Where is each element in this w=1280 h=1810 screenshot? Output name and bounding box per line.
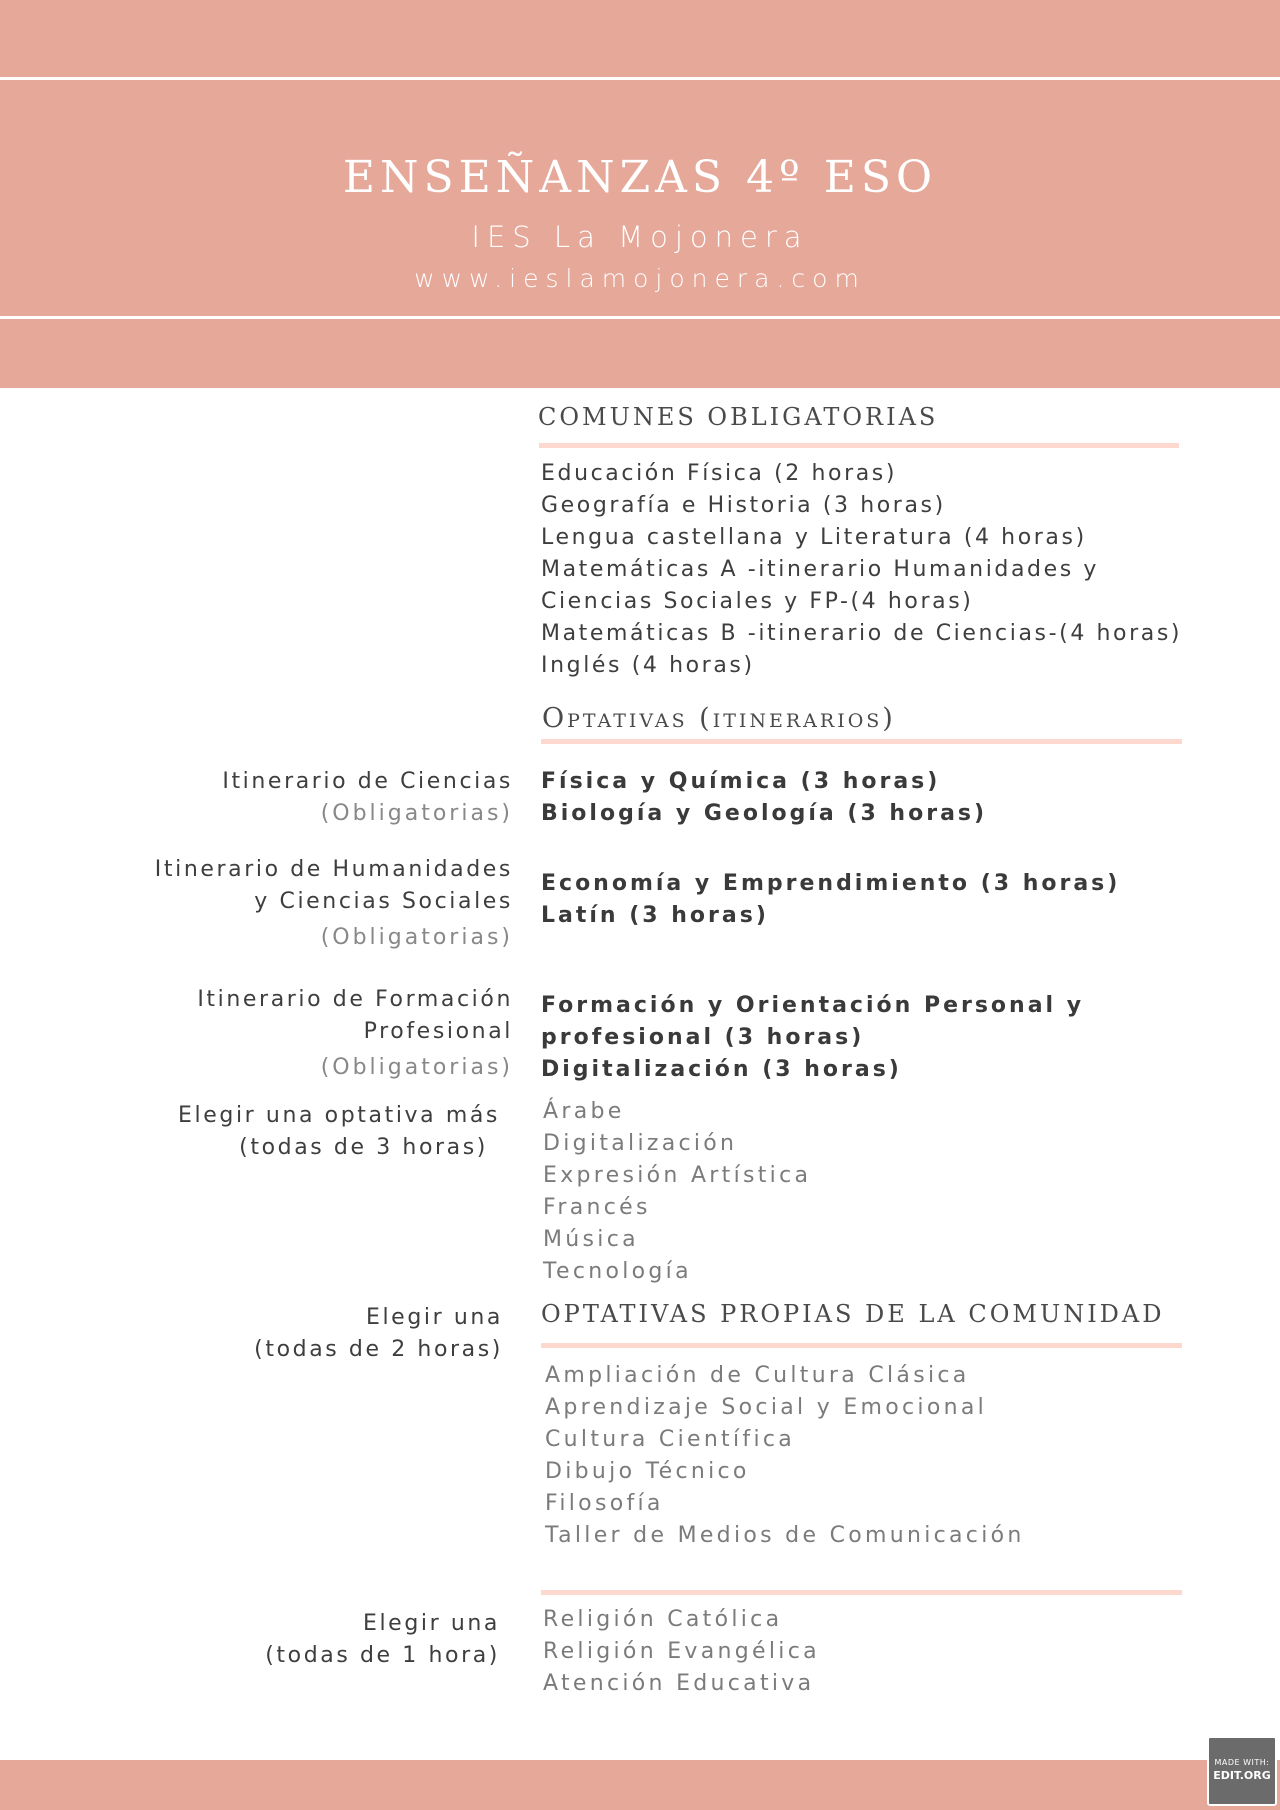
footer-band xyxy=(0,1760,1280,1810)
list-item: Dibujo Técnico xyxy=(545,1459,750,1484)
badge-line-2: EDIT.ORG xyxy=(1213,1769,1271,1782)
header-top-rule xyxy=(0,77,1280,80)
label-elegir-comunidad xyxy=(254,1302,503,1366)
list-item: Aprendizaje Social y Emocional xyxy=(545,1395,988,1420)
label-itinerario-fp xyxy=(197,984,513,1084)
choice-hours: (todas de 1 hora) xyxy=(265,1643,500,1668)
list-item: Filosofía xyxy=(545,1491,664,1516)
label-itinerario-humanidades xyxy=(155,854,513,954)
section-divider-comunidad xyxy=(541,1343,1182,1348)
list-item: Atención Educativa xyxy=(543,1671,815,1696)
choice-hours: (todas de 2 horas) xyxy=(254,1337,503,1362)
choice-label: Elegir una xyxy=(362,1611,500,1636)
list-item: Tecnología xyxy=(543,1259,692,1284)
list-item: Francés xyxy=(543,1195,651,1220)
list-optativa-mas xyxy=(543,1096,811,1288)
header-banner xyxy=(0,0,1280,388)
itinerario-label: Itinerario de Humanidades xyxy=(154,857,513,882)
section-divider-comunes xyxy=(539,443,1179,448)
list-item: Digitalización xyxy=(543,1131,738,1156)
itinerario-label: Itinerario de Ciencias xyxy=(222,769,513,794)
section-title-comunidad: OPTATIVAS PROPIAS DE LA COMUNIDAD xyxy=(541,1300,1165,1328)
made-with-badge[interactable] xyxy=(1207,1736,1277,1806)
itinerario-label: Profesional xyxy=(363,1019,513,1044)
choice-label: Elegir una optativa más xyxy=(178,1103,500,1128)
section-divider-optativas xyxy=(541,739,1182,744)
school-website: www.ieslamojonera.com xyxy=(414,264,866,293)
list-item: Ampliación de Cultura Clásica xyxy=(545,1363,970,1388)
list-ciencias xyxy=(541,766,987,830)
list-item: Economía y Emprendimiento (3 horas) xyxy=(541,871,1121,896)
list-religion xyxy=(543,1604,820,1700)
list-item: Taller de Medios de Comunicación xyxy=(545,1523,1025,1548)
list-item: Latín (3 horas) xyxy=(541,903,769,928)
list-item: Física y Química (3 horas) xyxy=(541,769,941,794)
list-item: Expresión Artística xyxy=(543,1163,812,1188)
list-item: profesional (3 horas) xyxy=(541,1025,865,1050)
header-bottom-rule xyxy=(0,316,1280,319)
list-item: Religión Evangélica xyxy=(543,1639,820,1664)
list-item: Educación Física (2 horas) xyxy=(541,461,898,486)
label-elegir-optativa xyxy=(178,1100,500,1164)
label-itinerario-ciencias xyxy=(222,766,513,830)
choice-label: Elegir una xyxy=(365,1305,503,1330)
section-title-comunes: COMUNES OBLIGATORIAS xyxy=(538,403,939,431)
obligatorias-note: (Obligatorias) xyxy=(320,1055,513,1080)
label-elegir-religion xyxy=(265,1608,500,1672)
list-item: Religión Católica xyxy=(543,1607,783,1632)
list-item: Formación y Orientación Personal y xyxy=(541,993,1085,1018)
section-title-optativas: Optativas (itinerarios) xyxy=(542,703,896,734)
list-item: Digitalización (3 horas) xyxy=(541,1057,902,1082)
list-comunidad xyxy=(545,1360,1025,1552)
list-item: Ciencias Sociales y FP-(4 horas) xyxy=(541,589,974,614)
itinerario-label: y Ciencias Sociales xyxy=(254,889,513,914)
list-item: Lengua castellana y Literatura (4 horas) xyxy=(541,525,1087,550)
obligatorias-note: (Obligatorias) xyxy=(320,801,513,826)
list-item: Música xyxy=(543,1227,639,1252)
list-comunes xyxy=(541,458,1182,682)
list-fp xyxy=(541,990,1084,1086)
choice-hours: (todas de 3 horas) xyxy=(239,1135,488,1160)
list-item: Inglés (4 horas) xyxy=(541,653,755,678)
page-title: ENSEÑANZAS 4º ESO xyxy=(342,152,938,203)
itinerario-label: Itinerario de Formación xyxy=(197,987,513,1012)
list-humanidades xyxy=(541,868,1120,932)
section-divider-religion xyxy=(541,1590,1182,1595)
badge-line-1: MADE WITH: xyxy=(1214,1758,1270,1767)
list-item: Cultura Científica xyxy=(545,1427,796,1452)
list-item: Matemáticas B -itinerario de Ciencias-(4 horas) xyxy=(541,621,1183,646)
list-item: Biología y Geología (3 horas) xyxy=(541,801,988,826)
list-item: Árabe xyxy=(543,1099,625,1124)
school-name: IES La Mojonera xyxy=(471,220,809,254)
list-item: Matemáticas A -itinerario Humanidades y xyxy=(541,557,1100,582)
obligatorias-note: (Obligatorias) xyxy=(320,925,513,950)
list-item: Geografía e Historia (3 horas) xyxy=(541,493,946,518)
